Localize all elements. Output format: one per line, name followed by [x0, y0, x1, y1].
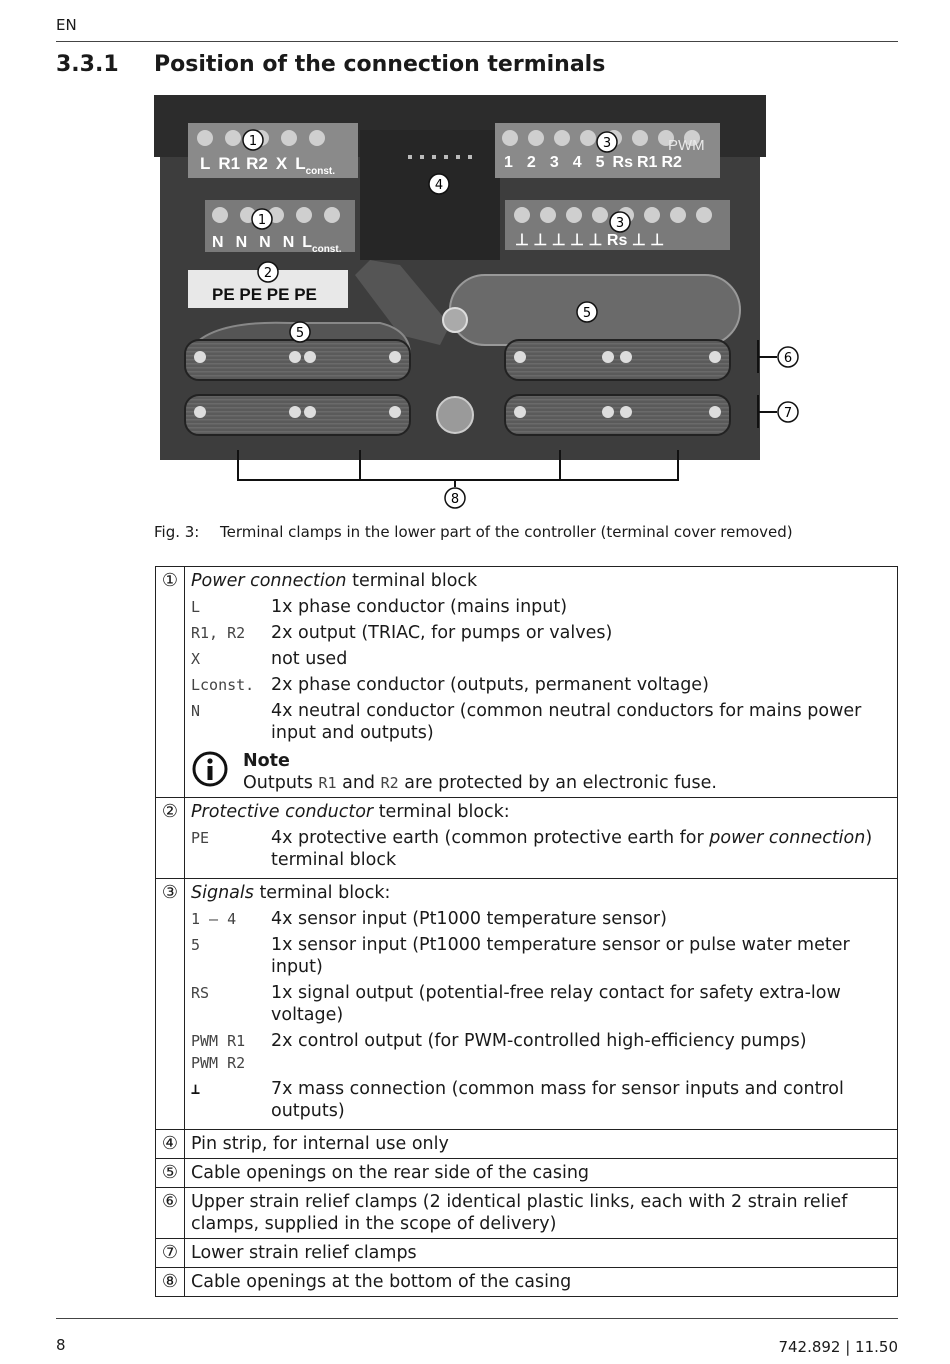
legend-title-italic: Power connection	[191, 571, 347, 591]
legend-title-italic: Protective conductor	[191, 802, 374, 822]
callout-3b	[610, 212, 630, 232]
legend-item: X not used	[191, 649, 348, 669]
svg-text:5: 5	[582, 306, 592, 321]
legend-number: ②	[156, 798, 185, 879]
callout-1a	[243, 130, 263, 150]
legend-item: L 1x phase conductor (mains input)	[191, 597, 568, 617]
upper-right-labels: 1 2 3 4 5 Rs R1 R2	[504, 154, 682, 171]
legend-title-rest: terminal block:	[373, 802, 510, 822]
legend-row-2	[156, 798, 898, 879]
legend-item: RS 1x signal output (potential-free relay contact for safety extra-low voltage)	[191, 983, 841, 1025]
note-box	[191, 750, 891, 794]
note-heading: Note	[243, 751, 290, 771]
legend-number: ⑧	[156, 1268, 185, 1297]
pe-labels: PE PE PE PE	[212, 285, 317, 304]
legend-item: Lconst. 2x phase conductor (outputs, permanent voltage)	[191, 675, 709, 695]
callout-4	[429, 174, 449, 194]
legend-row-4	[156, 1130, 898, 1159]
language-label: EN	[56, 16, 77, 34]
legend-text: Cable openings on the rear side of the casing	[185, 1159, 898, 1188]
pwm-label: PWM	[668, 137, 705, 154]
legend-text: Pin strip, for internal use only	[185, 1130, 898, 1159]
legend-number: ⑦	[156, 1239, 185, 1268]
figure-caption-text: Terminal clamps in the lower part of the controller (terminal cover removed)	[220, 523, 793, 541]
svg-text:7: 7	[783, 406, 793, 421]
legend-item: ⊥ 7x mass connection (common mass for sensor inputs and control outputs)	[191, 1079, 844, 1121]
legend-text: Upper strain relief clamps (2 identical plastic links, each with 2 strain relief clamps, supplied in the scope of delivery)	[185, 1188, 898, 1239]
lower-right-labels: ⊥ ⊥ ⊥ ⊥ ⊥ Rs ⊥ ⊥	[515, 232, 665, 249]
callout-1b	[252, 209, 272, 229]
document-reference: 742.892 | 11.50	[778, 1338, 898, 1356]
legend-row-1	[156, 567, 898, 798]
legend-item: N 4x neutral conductor (common neutral conductors for mains power input and outputs)	[191, 701, 862, 743]
callout-6	[778, 347, 798, 367]
note-text: Outputs R1 and R2 are protected by an electronic fuse.	[243, 773, 717, 793]
header-rule	[56, 41, 898, 42]
legend-row-5	[156, 1159, 898, 1188]
callout-3a	[597, 132, 617, 152]
svg-text:5: 5	[295, 326, 305, 341]
lower-left-labels: N N N N $L_{const.}$	[212, 234, 342, 255]
legend-row-6	[156, 1188, 898, 1239]
legend-number: ⑥	[156, 1188, 185, 1239]
legend-table	[155, 566, 898, 1297]
legend-text: Cable openings at the bottom of the casing	[185, 1268, 898, 1297]
circuit-board	[360, 130, 500, 260]
callout-2	[258, 262, 278, 282]
side-markers	[758, 340, 777, 428]
svg-text:1: 1	[248, 134, 258, 149]
ground-screw	[437, 397, 473, 433]
section-title: Position of the connection terminals	[154, 52, 606, 77]
center-screw	[443, 308, 467, 332]
legend-number: ③	[156, 879, 185, 1130]
legend-title-rest: terminal block:	[253, 883, 391, 903]
legend-number: ④	[156, 1130, 185, 1159]
footer-rule	[56, 1318, 898, 1319]
legend-row-7	[156, 1239, 898, 1268]
svg-text:2: 2	[263, 266, 273, 281]
figure-caption-number: Fig. 3:	[154, 523, 200, 541]
callout-5a	[290, 322, 310, 342]
legend-row-8	[156, 1268, 898, 1297]
svg-text:4: 4	[434, 178, 444, 193]
legend-item: PWM R1 PWM R2 2x control output (for PWM-controlled high-efficiency pumps)	[191, 1031, 807, 1072]
upper-left-labels: L R1 R2 X $L_{const.}$	[200, 154, 336, 177]
legend-title-italic: Signals	[191, 883, 254, 903]
legend-item: R1, R2 2x output (TRIAC, for pumps or valves)	[191, 623, 613, 643]
section-number: 3.3.1	[56, 52, 119, 77]
legend-number: ①	[156, 567, 185, 798]
callout-8	[445, 488, 465, 508]
legend-row-3	[156, 879, 898, 1130]
info-icon	[191, 750, 243, 794]
svg-text:1: 1	[257, 213, 267, 228]
legend-item: PE 4x protective earth (common protective earth for power connection) terminal block	[191, 828, 873, 870]
controller-figure	[150, 95, 800, 515]
legend-title-rest: terminal block	[346, 571, 478, 591]
legend-number: ⑤	[156, 1159, 185, 1188]
svg-text:3: 3	[615, 216, 625, 231]
svg-text:6: 6	[783, 351, 793, 366]
callout-5b	[577, 302, 597, 322]
legend-text: Lower strain relief clamps	[185, 1239, 898, 1268]
legend-item: 1 – 4 4x sensor input (Pt1000 temperature sensor)	[191, 909, 667, 929]
callout-7	[778, 402, 798, 422]
page-number: 8	[56, 1336, 66, 1354]
svg-text:3: 3	[602, 136, 612, 151]
svg-text:8: 8	[450, 492, 460, 507]
legend-item: 5 1x sensor input (Pt1000 temperature sensor or pulse water meter input)	[191, 935, 850, 977]
